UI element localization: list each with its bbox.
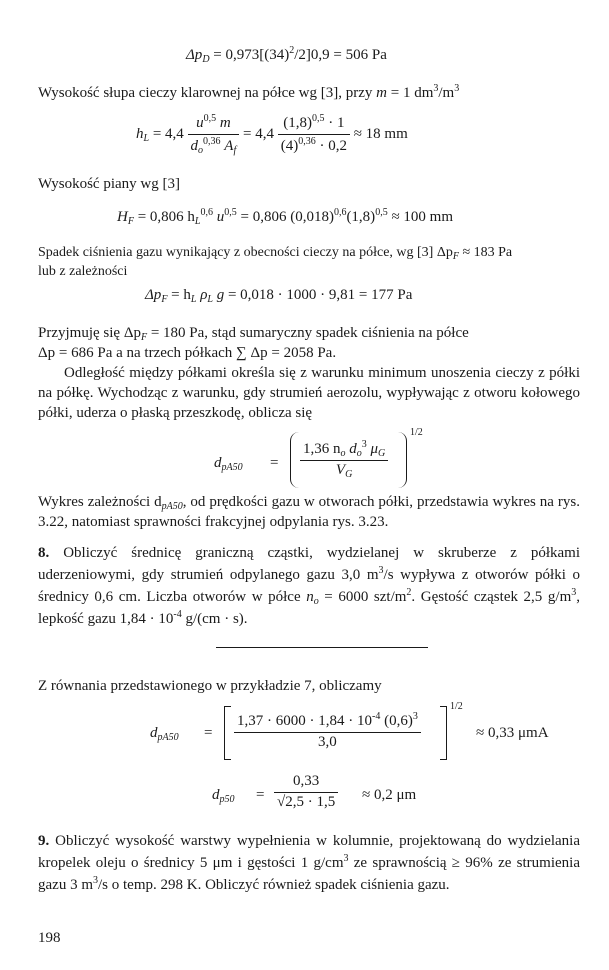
formula-liquid-pressure-drop: $\Delta p_F = h_L$ $\rho_L$ g = 0,018 · 1000 · 9,81 = 177 Pa [145,287,413,305]
formula-liquid-height: $h_L = 4,4$ $\frac{u^{0,5} m}{d_o^{0,36} A_f}$ = 4,4 $\frac{(1,8)^{0,5} \cdot 1}{(4)^{0,36} \cdot 0,2}$ ≈ 18 mm [136,113,408,156]
paragraph-chart-reference: Wykres zależności $d_{pA50}$, od prędkości gazu w otworach półki, przedstawia wykres na rys. 3.22, natomiast sprawności frakcyjnej odpylania rys. 3.23. [38,494,580,531]
page-number: 198 [38,930,61,946]
exercise-9: 9. Obliczyć wysokość warstwy wypełnienia w kolumnie, projektowaną do wydzielania kropelek oleju o średnicy 5 μm i gęstości 1 $g/cm^3$ ze sprawnością ≥ 96% ze strumienia gazu 3 $m^3/s$ o temp. 298 K. Obliczyć również spadek ciśnienia gazu. [38,833,580,893]
paragraph-assumption: Przyjmuję się $\Delta p_F = 180$ Pa, stąd sumaryczny spadek ciśnienia na półce Δp = 686 Pa a na trzech półkach ∑ Δp = 2058 Pa. [38,325,469,362]
paragraph-calculation-intro: Z równania przedstawionego w przykładzie 7, obliczamy [38,678,382,694]
exercise-8: 8. Obliczyć średnicę graniczną cząstki, wydzielanej w skruberze z półkami uderzeniowymi, gdy strumień odpylanego gazu 3,0 $m^3/s$ wypływa z otworów półki o średnicy 0,6 cm. Liczba otworów w półce $n_o = 6000$ szt/$m^2$. Gęstość cząstek 2,5 $g/m^3$, lepkość gazu $1,84 \cdot 10^{-4}$ g/(cm · s). [38,545,580,627]
fraction-calculated-a: $\frac{1,37 \cdot 6000 \cdot 1,84 \cdot 10^{-4} (0,6)^3}{3,0}$ [234,710,421,753]
paragraph-liquid-height: Wysokość słupa cieczy klarownej na półce wg [3], przy m = 1 $dm^3/m^3$ [38,83,460,101]
book-page: $\Delta p_D = 0,973[(34)^2/2]0,9 = 506$ Pa Wysokość słupa cieczy klarownej na półce wg [3], przy m = 1 $dm^3/m^3$ $h_L = 4,4$ $\frac{u^{0,5} m}{d_o^{0,36} A_f}$ = 4,4 $\frac{(1,8)^{0,5} \cdot 1}{(4)^{0,36} \cdot 0,2}$ ≈ 18 mm Wysokość piany wg [3] $H_F = 0,806$ $h_L^{0,6}$ $u^{0,5} = 0,806$ $(0,018)^{0,6}(1,8)^{0,5} \approx 100$ mm Spadek ciśnienia gazu wynikający z obecności cieczy na półce, wg [3] $\Delta p_F \approx 183$ Pa lub z zależności $\Delta p_F = h_L$ $\rho_L$ g = 0,018 · 1000 · 9,81 = 177 Pa Przyjmuję się $\Delta p_F = 180$ Pa, stąd sumaryczny spadek ciśnienia na półce Δp = 686 Pa a na trzech półkach ∑ Δp = 2058 Pa. Odległość między półkami określa się z warunku minimum unoszenia cieczy z półki na półkę. Wychodząc z warunku, gdy strumień aerozolu, wypływając z otworu kołowego półki, uderza o płaską przeszkodę, oblicza się $d_{pA50}$ = $\frac{1,36 n_o d_o^3 \mu_G}{V_G}$ 1/2 Wykres zależności $d_{pA50}$, od prędkości gazu w otworach półki, przedstawia wykres na rys. 3.22, natomiast sprawności frakcyjnej odpylania rys. 3.23. 8. Obliczyć średnicę graniczną cząstki, wydzielanej w skruberze z półkami uderzeniowymi, gdy strumień odpylanego gazu 3,0 $m^3/s$ wypływa z otworów półki o średnicy 0,6 cm. Liczba otworów w półce $n_o = 6000$ szt/$m^2$. Gęstość cząstek 2,5 $g/m^3$, lepkość gazu $1,84 \cdot 10^{-4}$ g/(cm · s). Z równania przedstawionego w przykładzie 7, obliczamy $d_{pA50}$ = $\frac{1,37 \cdot 6000 \cdot 1,84 \cdot 10^{-4} (0,6)^3}{3,0}$ 1/2 ≈ 0,33 μmA $d_{p50}$ = $\frac{0,33}{√2,5 \cdot 1,5}$ ≈ 0,2 μm 9. Obliczyć wysokość warstwy wypełnienia w kolumnie, projektowaną do wydzielania kropelek oleju o średnicy 5 μm i gęstości 1 $g/cm^3$ ze sprawnością ≥ 96% ze strumienia gazu 3 $m^3/s$ o temp. 298 K. Obliczyć również spadek ciśnienia gazu. 198 [0,0,609,970]
separator-line [216,647,428,648]
formula-pressure-drop-dry: $\Delta p_D = 0,973[(34)^2/2]0,9 = 506$ Pa [186,45,387,65]
paragraph-foam-height: Wysokość piany wg [3] [38,176,180,192]
paragraph-shelf-distance: Odległość między półkami określa się z warunku minimum unoszenia cieczy z półki na półkę. Wychodząc z warunku, gdy strumień aerozolu, wypływając z otworu kołowego półki, uderza o płaską przeszkodę, oblicza się [38,365,580,421]
paragraph-pressure-drop: Spadek ciśnienia gazu wynikający z obecności cieczy na półce, wg [3] $\Delta p_F \approx 183$ Pa lub z zależności [38,245,513,280]
fraction-2: $\frac{(1,8)^{0,5} \cdot 1}{(4)^{0,36} \cdot 0,2}$ [278,112,350,157]
fraction-calculated: $\frac{0,33}{√2,5 \cdot 1,5}$ [274,772,338,813]
fraction-particle-diameter: $\frac{1,36 n_o d_o^3 \mu_G}{V_G}$ [300,438,388,481]
fraction-1: $\frac{u^{0,5} m}{d_o^{0,36} A_f}$ [188,112,240,157]
formula-foam-height: $H_F = 0,806$ $h_L^{0,6}$ $u^{0,5} = 0,806$ $(0,018)^{0,6}(1,8)^{0,5} \approx 100$ mm [117,207,454,227]
